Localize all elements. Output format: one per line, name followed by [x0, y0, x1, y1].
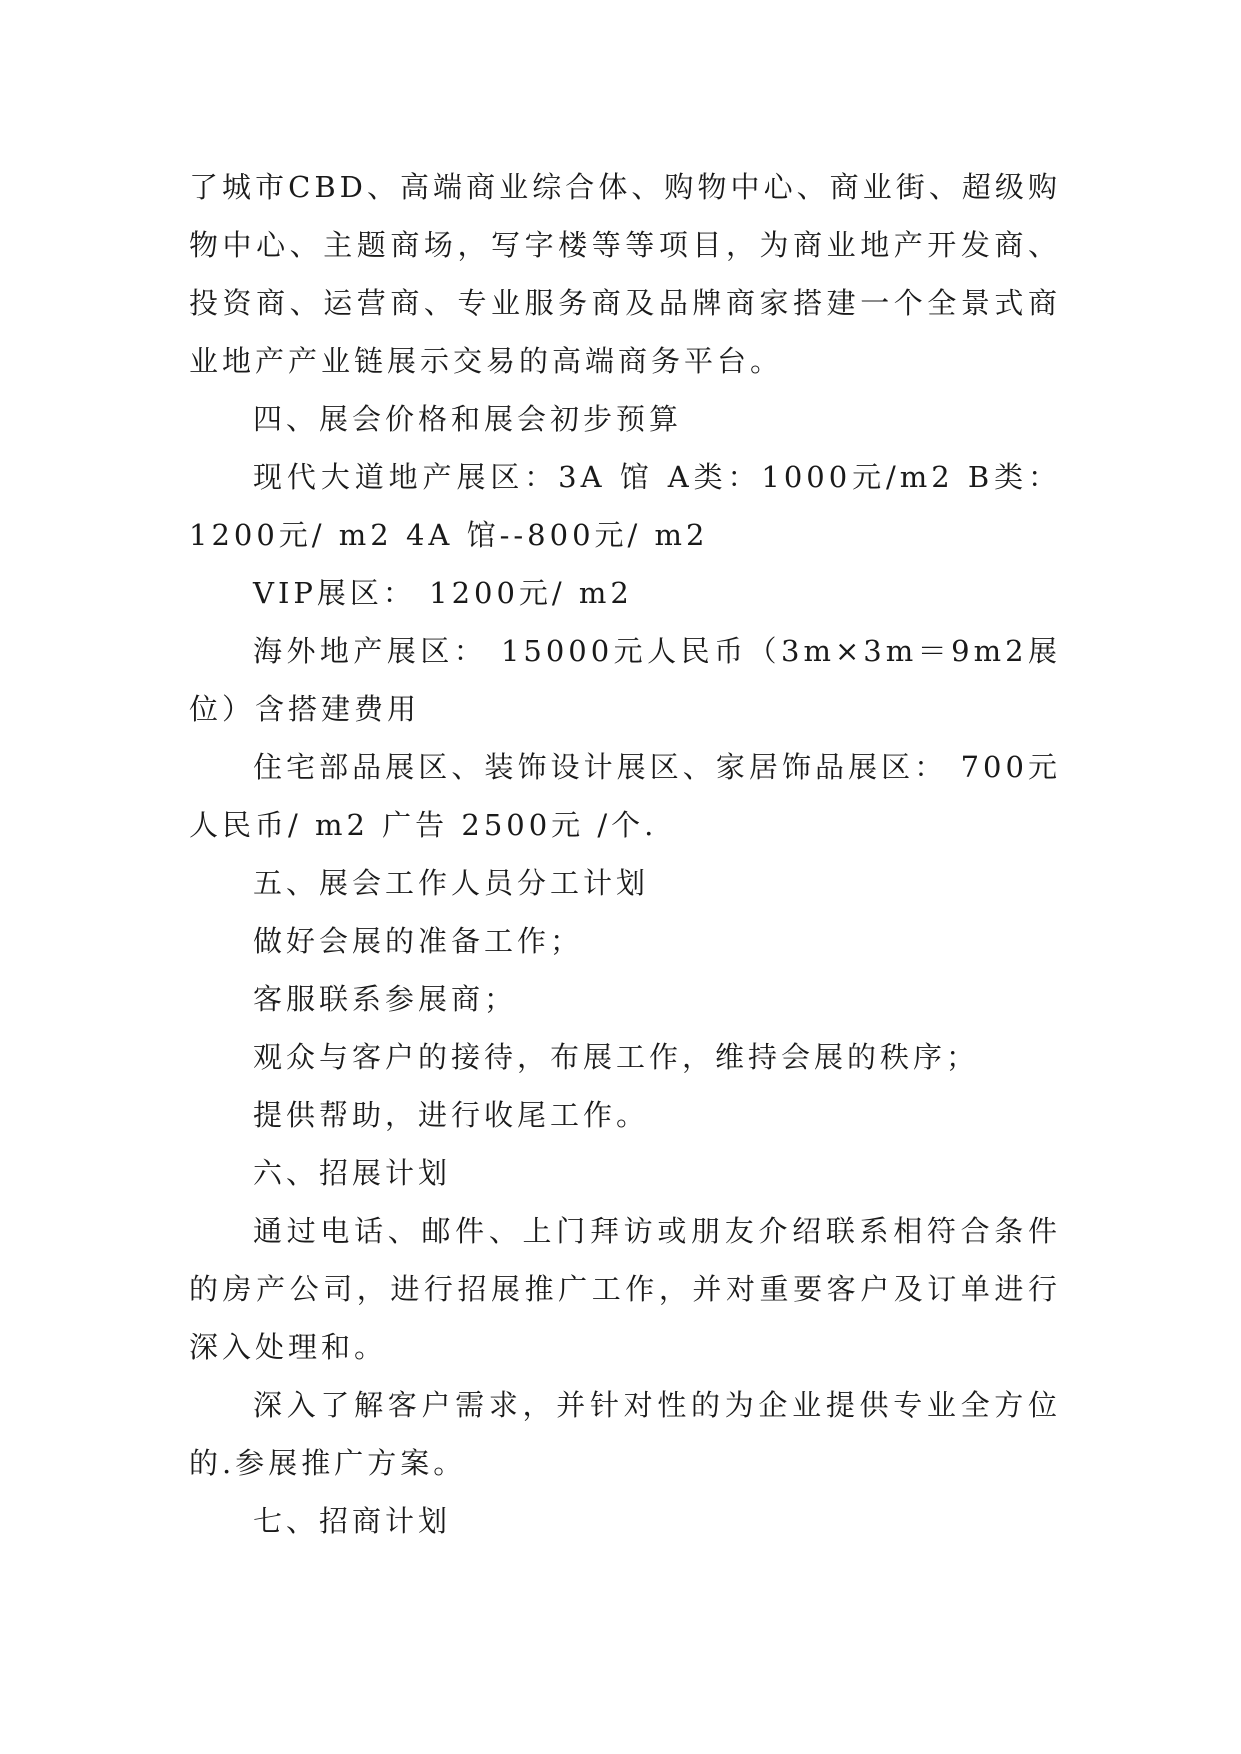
paragraph-task-reception: 观众与客户的接待，布展工作，维持会展的秩序； — [253, 1040, 980, 1074]
paragraph-task-wrapup: 提供帮助，进行收尾工作。 — [253, 1098, 650, 1132]
section-heading-four: 四、展会价格和展会初步预算 — [253, 402, 683, 436]
paragraph-task-exhibitor-contact: 客服联系参展商； — [253, 982, 518, 1016]
section-heading-six: 六、招展计划 — [253, 1156, 452, 1190]
paragraph-price-vip: VIP展区： 1200元/ m2 — [253, 576, 633, 610]
paragraph-task-preparation: 做好会展的准备工作； — [253, 924, 584, 958]
section-heading-five: 五、展会工作人员分工计划 — [253, 866, 650, 900]
paragraph-recruitment-methods: 通过电话、邮件、上门拜访或朋友介绍联系相符合条件的房产公司，进行招展推广工作，并对重要客户及订单进行深入处理和。 — [189, 1214, 1061, 1364]
section-heading-seven: 七、招商计划 — [253, 1504, 452, 1538]
document-body — [189, 158, 1061, 1550]
paragraph-recruitment-needs: 深入了解客户需求，并针对性的为企业提供专业全方位的.参展推广方案。 — [189, 1388, 1061, 1480]
paragraph-price-overseas: 海外地产展区： 15000元人民币（3m×3m＝9m2展位）含搭建费用 — [189, 634, 1061, 726]
paragraph-continuation: 了城市CBD、高端商业综合体、购物中心、商业街、超级购物中心、主题商场，写字楼等等项目，为商业地产开发商、投资商、运营商、专业服务商及品牌商家搭建一个全景式商业地产产业链展示交易的高端商务平台。 — [189, 170, 1061, 378]
paragraph-price-modern-avenue: 现代大道地产展区：3A 馆 A类：1000元/m2 B类：1200元/ m2 4A 馆--800元/ m2 — [189, 460, 1061, 552]
paragraph-price-residential: 住宅部品展区、装饰设计展区、家居饰品展区： 700元人民币/ m2 广告 2500元 /个. — [189, 750, 1061, 842]
